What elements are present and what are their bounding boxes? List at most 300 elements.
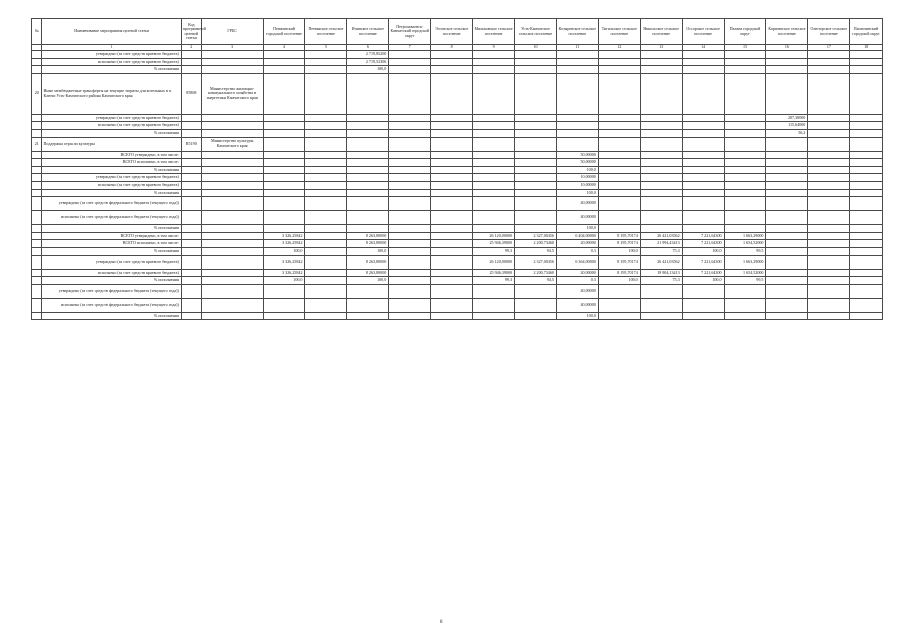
amount-cell xyxy=(808,247,850,255)
amount-cell xyxy=(347,298,389,312)
amount-cell xyxy=(808,166,850,174)
amount-cell xyxy=(305,225,347,233)
amount-cell xyxy=(431,255,473,269)
amount-cell xyxy=(389,312,431,320)
amount-cell xyxy=(515,225,557,233)
amount-cell xyxy=(389,66,431,74)
amount-cell xyxy=(808,277,850,285)
grbs-cell xyxy=(201,269,263,277)
amount-cell xyxy=(850,114,883,122)
amount-cell xyxy=(808,51,850,59)
amount-cell xyxy=(431,211,473,225)
amount-cell xyxy=(850,181,883,189)
column-number: 12 xyxy=(598,45,640,51)
amount-cell xyxy=(682,211,724,225)
amount-cell: 7 221,64300 xyxy=(682,232,724,240)
amount-cell xyxy=(431,247,473,255)
amount-cell xyxy=(724,151,766,159)
indicator-label-cell: утверждено (за счет средств краевого бюджета) xyxy=(42,255,181,269)
amount-cell xyxy=(389,73,431,114)
amount-cell xyxy=(431,129,473,137)
amount-cell xyxy=(724,225,766,233)
amount-cell xyxy=(389,298,431,312)
amount-cell xyxy=(598,284,640,298)
amount-cell: 40,00000 xyxy=(556,211,598,225)
amount-cell: 8 263,80000 xyxy=(347,269,389,277)
amount-cell xyxy=(305,122,347,130)
amount-cell: 20,00000 xyxy=(556,269,598,277)
amount-cell: 8 195,70174 xyxy=(598,240,640,248)
amount-cell xyxy=(724,298,766,312)
table-row xyxy=(32,277,883,285)
amount-cell xyxy=(766,181,808,189)
amount-cell: 8 263,80000 xyxy=(347,240,389,248)
amount-cell: 100,0 xyxy=(682,247,724,255)
amount-cell xyxy=(515,151,557,159)
amount-cell xyxy=(473,174,515,182)
amount-cell xyxy=(724,181,766,189)
amount-cell xyxy=(473,159,515,167)
target-code-cell xyxy=(181,298,201,312)
table-row xyxy=(32,159,883,167)
row-number-cell xyxy=(32,159,42,167)
amount-cell xyxy=(389,166,431,174)
target-code-cell xyxy=(181,225,201,233)
grbs-cell xyxy=(201,66,263,74)
amount-cell xyxy=(850,137,883,151)
amount-cell xyxy=(431,225,473,233)
grbs-cell: Министерство жилищно-коммунального хозяйства и энергетики Камчатского края xyxy=(201,73,263,114)
amount-cell: 7 221,64300 xyxy=(682,240,724,248)
amount-cell xyxy=(263,284,305,298)
table-row xyxy=(32,66,883,74)
amount-cell xyxy=(515,197,557,211)
amount-cell xyxy=(808,189,850,197)
amount-cell xyxy=(640,225,682,233)
amount-cell xyxy=(473,151,515,159)
amount-cell xyxy=(473,312,515,320)
amount-cell xyxy=(431,277,473,285)
amount-cell xyxy=(305,232,347,240)
amount-cell: 2 719,52306 xyxy=(347,58,389,66)
indicator-label-cell: ВСЕГО исполнено, в том числе: xyxy=(42,159,181,167)
grbs-cell xyxy=(201,58,263,66)
amount-cell: 8 263,80000 xyxy=(347,232,389,240)
amount-cell xyxy=(515,211,557,225)
amount-cell: 1 654,52000 xyxy=(724,269,766,277)
amount-cell xyxy=(473,211,515,225)
target-code-cell xyxy=(181,197,201,211)
column-number: 9 xyxy=(473,45,515,51)
amount-cell xyxy=(766,284,808,298)
amount-cell xyxy=(473,197,515,211)
amount-cell xyxy=(389,269,431,277)
grbs-cell xyxy=(201,211,263,225)
amount-cell xyxy=(766,225,808,233)
amount-cell xyxy=(431,189,473,197)
column-header: Эссовское сельское поселение xyxy=(431,19,473,45)
amount-cell xyxy=(598,129,640,137)
amount-cell xyxy=(473,189,515,197)
grbs-cell xyxy=(201,189,263,197)
amount-cell xyxy=(724,122,766,130)
row-number-cell xyxy=(32,269,42,277)
column-header: Никольское сельское поселение xyxy=(640,19,682,45)
amount-cell: 3 326,25842 xyxy=(263,255,305,269)
amount-cell xyxy=(850,232,883,240)
amount-cell: 8 195,70174 xyxy=(598,232,640,240)
amount-cell xyxy=(515,66,557,74)
amount-cell xyxy=(724,211,766,225)
target-code-cell xyxy=(181,269,201,277)
amount-cell xyxy=(850,129,883,137)
column-header: Пенжинский городской поселение xyxy=(263,19,305,45)
amount-cell: 100,0 xyxy=(556,189,598,197)
amount-cell xyxy=(850,151,883,159)
amount-cell xyxy=(389,58,431,66)
amount-cell xyxy=(389,240,431,248)
amount-cell xyxy=(431,114,473,122)
grbs-cell xyxy=(201,129,263,137)
amount-cell xyxy=(305,129,347,137)
indicator-label-cell: исполнено (за счет средств краевого бюджета) xyxy=(42,58,181,66)
amount-cell xyxy=(305,137,347,151)
column-header: Пеевакское сельское поселение xyxy=(305,19,347,45)
column-number: 3 xyxy=(201,45,263,51)
amount-cell xyxy=(682,298,724,312)
amount-cell xyxy=(640,174,682,182)
amount-cell xyxy=(850,211,883,225)
amount-cell xyxy=(515,122,557,130)
table-row xyxy=(32,114,883,122)
column-number: 6 xyxy=(347,45,389,51)
amount-cell: 99,5 xyxy=(724,277,766,285)
amount-cell xyxy=(263,225,305,233)
amount-cell: 26 421,03562 xyxy=(640,232,682,240)
amount-cell xyxy=(766,269,808,277)
amount-cell xyxy=(263,151,305,159)
column-header: Оссорское сельское поселение xyxy=(682,19,724,45)
column-header: Мильковское сельское поселение xyxy=(473,19,515,45)
grbs-cell xyxy=(201,174,263,182)
amount-cell xyxy=(808,137,850,151)
amount-cell xyxy=(389,174,431,182)
amount-cell xyxy=(305,269,347,277)
amount-cell xyxy=(808,232,850,240)
table-row xyxy=(32,240,883,248)
amount-cell xyxy=(263,159,305,167)
amount-cell xyxy=(808,255,850,269)
column-number: 1 xyxy=(42,45,181,51)
amount-cell xyxy=(263,73,305,114)
amount-cell: 100,0 xyxy=(347,247,389,255)
amount-cell xyxy=(515,51,557,59)
amount-cell: 99,3 xyxy=(473,247,515,255)
amount-cell xyxy=(766,58,808,66)
amount-cell xyxy=(640,197,682,211)
amount-cell xyxy=(724,189,766,197)
amount-cell xyxy=(850,255,883,269)
amount-cell xyxy=(808,181,850,189)
amount-cell xyxy=(682,284,724,298)
amount-cell: 50,00000 xyxy=(556,159,598,167)
amount-cell xyxy=(808,269,850,277)
amount-cell xyxy=(347,73,389,114)
grbs-cell xyxy=(201,247,263,255)
amount-cell xyxy=(389,114,431,122)
amount-cell xyxy=(389,225,431,233)
amount-cell xyxy=(808,312,850,320)
table-row xyxy=(32,255,883,269)
amount-cell: 10,00000 xyxy=(556,181,598,189)
column-number: 11 xyxy=(556,45,598,51)
amount-cell xyxy=(640,189,682,197)
table-row xyxy=(32,247,883,255)
amount-cell xyxy=(515,189,557,197)
grbs-cell xyxy=(201,166,263,174)
amount-cell xyxy=(263,129,305,137)
table-row xyxy=(32,174,883,182)
amount-cell: 94,5 xyxy=(515,247,557,255)
table-row xyxy=(32,166,883,174)
amount-cell xyxy=(473,225,515,233)
amount-cell xyxy=(305,277,347,285)
amount-cell xyxy=(431,73,473,114)
amount-cell xyxy=(305,151,347,159)
target-code-cell xyxy=(181,247,201,255)
amount-cell xyxy=(347,197,389,211)
column-number: 18 xyxy=(850,45,883,51)
grbs-cell xyxy=(201,181,263,189)
column-number: 14 xyxy=(682,45,724,51)
amount-cell xyxy=(598,137,640,151)
amount-cell: 100,0 xyxy=(556,166,598,174)
amount-cell xyxy=(850,247,883,255)
amount-cell xyxy=(305,189,347,197)
amount-cell xyxy=(431,174,473,182)
column-header: № xyxy=(32,19,42,45)
indicator-label-cell: % исполнения xyxy=(42,312,181,320)
column-number: 13 xyxy=(640,45,682,51)
amount-cell xyxy=(263,298,305,312)
amount-cell: 1 663,29000 xyxy=(724,255,766,269)
indicator-label-cell: % исполнения xyxy=(42,189,181,197)
amount-cell xyxy=(640,129,682,137)
amount-cell xyxy=(389,232,431,240)
amount-cell xyxy=(682,73,724,114)
amount-cell: 3 326,25842 xyxy=(263,269,305,277)
amount-cell xyxy=(389,277,431,285)
amount-cell xyxy=(598,312,640,320)
row-number-cell xyxy=(32,151,42,159)
row-number-cell xyxy=(32,197,42,211)
amount-cell xyxy=(766,211,808,225)
amount-cell xyxy=(263,114,305,122)
amount-cell xyxy=(305,166,347,174)
amount-cell: 0,3 xyxy=(556,247,598,255)
amount-cell xyxy=(766,255,808,269)
target-code-cell xyxy=(181,58,201,66)
amount-cell xyxy=(682,225,724,233)
indicator-label-cell: % исполнения xyxy=(42,277,181,285)
amount-cell xyxy=(389,247,431,255)
amount-cell xyxy=(850,73,883,114)
target-code-cell xyxy=(181,129,201,137)
amount-cell xyxy=(515,159,557,167)
amount-cell xyxy=(515,284,557,298)
amount-cell: 100,0 xyxy=(263,277,305,285)
amount-cell xyxy=(850,159,883,167)
amount-cell xyxy=(263,122,305,130)
amount-cell xyxy=(347,211,389,225)
amount-cell xyxy=(389,159,431,167)
indicator-label-cell: % исполнения xyxy=(42,66,181,74)
amount-cell xyxy=(850,51,883,59)
amount-cell: 40,00000 xyxy=(556,197,598,211)
amount-cell: 100,0 xyxy=(556,312,598,320)
indicator-label-cell: % исполнения xyxy=(42,247,181,255)
amount-cell xyxy=(682,312,724,320)
column-number: 5 xyxy=(305,45,347,51)
amount-cell xyxy=(431,137,473,151)
amount-cell xyxy=(389,51,431,59)
target-code-cell xyxy=(181,114,201,122)
amount-cell xyxy=(850,189,883,197)
amount-cell xyxy=(850,277,883,285)
amount-cell xyxy=(808,240,850,248)
amount-cell xyxy=(682,181,724,189)
target-code-cell xyxy=(181,122,201,130)
target-code-cell: 85868 xyxy=(181,73,201,114)
column-header: Палана городской округ xyxy=(724,19,766,45)
column-number: 10 xyxy=(515,45,557,51)
amount-cell: 100,0 xyxy=(347,66,389,74)
column-header: Тигильское сельское поселение xyxy=(598,19,640,45)
indicator-label-cell: исполнено (за счет средств краевого бюджета) xyxy=(42,269,181,277)
column-header: Козыревское сельское поселение xyxy=(556,19,598,45)
amount-cell xyxy=(640,137,682,151)
column-number: 4 xyxy=(263,45,305,51)
indicator-label-cell: % исполнения xyxy=(42,166,181,174)
amount-cell xyxy=(305,51,347,59)
amount-cell: 7 221,64300 xyxy=(682,269,724,277)
amount-cell xyxy=(263,137,305,151)
amount-cell xyxy=(515,129,557,137)
amount-cell xyxy=(640,66,682,74)
amount-cell: 25 946,39000 xyxy=(473,240,515,248)
column-header: Ичинское сельское поселение xyxy=(347,19,389,45)
amount-cell xyxy=(850,298,883,312)
amount-cell: 26 421,03562 xyxy=(640,255,682,269)
amount-cell: 50,00000 xyxy=(556,151,598,159)
column-header: Усть-Камчатское сельское поселение xyxy=(515,19,557,45)
column-number: 15 xyxy=(724,45,766,51)
amount-cell xyxy=(305,66,347,74)
amount-cell xyxy=(431,51,473,59)
amount-cell xyxy=(431,269,473,277)
target-code-cell xyxy=(181,232,201,240)
table-row xyxy=(32,58,883,66)
amount-cell xyxy=(640,151,682,159)
amount-cell xyxy=(389,255,431,269)
amount-cell xyxy=(305,114,347,122)
amount-cell xyxy=(640,114,682,122)
amount-cell: 26 120,00000 xyxy=(473,255,515,269)
amount-cell xyxy=(724,114,766,122)
column-header: Вилючинский городской округ xyxy=(850,19,883,45)
amount-cell xyxy=(808,284,850,298)
amount-cell xyxy=(431,166,473,174)
amount-cell xyxy=(515,166,557,174)
row-number-cell xyxy=(32,189,42,197)
amount-cell xyxy=(389,151,431,159)
grbs-cell xyxy=(201,298,263,312)
amount-cell xyxy=(808,211,850,225)
amount-cell xyxy=(850,240,883,248)
grbs-cell xyxy=(201,114,263,122)
amount-cell xyxy=(305,58,347,66)
amount-cell xyxy=(766,189,808,197)
amount-cell xyxy=(808,114,850,122)
amount-cell: 8 195,70174 xyxy=(598,269,640,277)
target-code-cell: R5190 xyxy=(181,137,201,151)
row-number-cell xyxy=(32,225,42,233)
amount-cell xyxy=(640,159,682,167)
amount-cell xyxy=(515,58,557,66)
amount-cell xyxy=(808,298,850,312)
indicator-label-cell: утверждено (за счет средств краевого бюджета) xyxy=(42,51,181,59)
amount-cell xyxy=(640,58,682,66)
amount-cell xyxy=(598,197,640,211)
target-code-cell xyxy=(181,284,201,298)
amount-cell xyxy=(263,174,305,182)
table-row xyxy=(32,312,883,320)
column-header: Код программной целевой статьи xyxy=(181,19,201,45)
amount-cell: 0,3 xyxy=(556,277,598,285)
target-code-cell xyxy=(181,166,201,174)
amount-cell xyxy=(431,122,473,130)
target-code-cell xyxy=(181,211,201,225)
amount-cell xyxy=(682,51,724,59)
amount-cell xyxy=(431,312,473,320)
amount-cell xyxy=(682,122,724,130)
amount-cell xyxy=(766,232,808,240)
target-code-cell xyxy=(181,51,201,59)
row-number-cell: 20 xyxy=(32,73,42,114)
amount-cell xyxy=(556,66,598,74)
amount-cell xyxy=(766,137,808,151)
amount-cell xyxy=(850,197,883,211)
amount-cell xyxy=(766,240,808,248)
amount-cell xyxy=(640,73,682,114)
indicator-label-cell: ВСЕГО утверждено, в том числе: xyxy=(42,232,181,240)
amount-cell xyxy=(515,73,557,114)
amount-cell xyxy=(598,151,640,159)
table-row xyxy=(32,137,883,151)
amount-cell xyxy=(808,225,850,233)
amount-cell xyxy=(431,232,473,240)
amount-cell xyxy=(640,284,682,298)
amount-cell xyxy=(305,197,347,211)
table-row xyxy=(32,51,883,59)
amount-cell xyxy=(556,114,598,122)
amount-cell xyxy=(640,312,682,320)
amount-cell xyxy=(389,211,431,225)
amount-cell xyxy=(766,166,808,174)
amount-cell xyxy=(808,174,850,182)
amount-cell: 3 326,25842 xyxy=(263,232,305,240)
amount-cell xyxy=(682,151,724,159)
